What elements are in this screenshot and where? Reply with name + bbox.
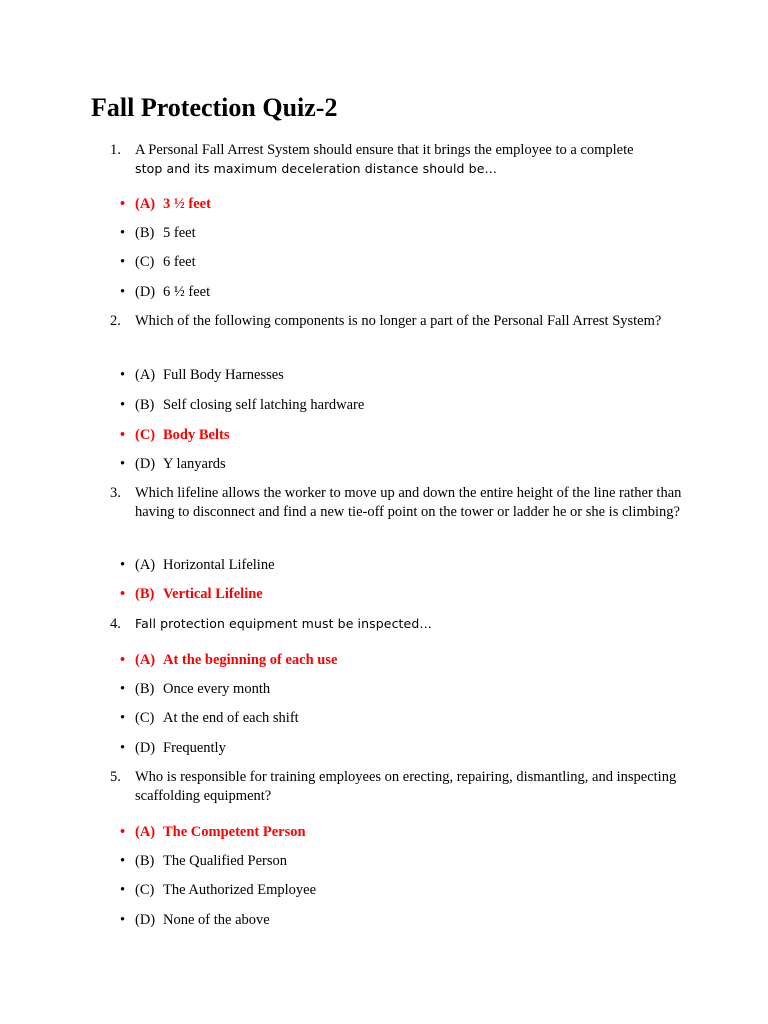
option-text: Self closing self latching hardware: [163, 397, 365, 413]
option-letter: (B): [135, 586, 155, 602]
question-number: 2.: [110, 313, 121, 329]
option-letter: (B): [135, 397, 155, 413]
option-text: The Authorized Employee: [163, 882, 317, 898]
q2-option-b: [120, 396, 364, 414]
q1-option-d: [120, 283, 210, 301]
option-text: None of the above: [163, 912, 270, 928]
question-number: 5.: [110, 769, 121, 785]
bullet-icon: •: [120, 681, 126, 697]
question-3: [110, 484, 690, 521]
option-text: Y lanyards: [163, 456, 226, 472]
question-text: Which of the following components is no longer a part of the Personal Fall Arrest System?: [135, 313, 662, 329]
bullet-icon: •: [120, 427, 126, 443]
bullet-icon: •: [120, 853, 126, 869]
q2-option-a: [120, 366, 284, 384]
option-letter: (D): [135, 912, 156, 928]
q5-option-c: [120, 881, 316, 899]
option-text: 3 ½ feet: [163, 196, 211, 212]
option-text: Full Body Harnesses: [163, 367, 284, 383]
q1-option-b: [120, 224, 196, 242]
q1-option-c: [120, 253, 196, 271]
option-text: 6 feet: [163, 254, 196, 270]
question-2: [110, 312, 690, 331]
option-text: 5 feet: [163, 225, 196, 241]
option-text: 6 ½ feet: [163, 284, 211, 300]
q4-option-a: [120, 651, 337, 669]
question-1: [110, 141, 690, 178]
option-letter: (A): [135, 557, 156, 573]
option-letter: (B): [135, 681, 155, 697]
option-letter: (B): [135, 225, 155, 241]
option-text: Frequently: [163, 740, 226, 756]
question-text: Which lifeline allows the worker to move up and down the entire height of the line rather than having to disconnect and find a new tie-off point on the tower or ladder he or she is climbing?: [135, 485, 682, 520]
page-title: Fall Protection Quiz-2: [91, 93, 338, 122]
option-text: The Competent Person: [163, 824, 306, 840]
bullet-icon: •: [120, 882, 126, 898]
question-number: 1.: [110, 142, 121, 158]
option-text: At the end of each shift: [163, 710, 299, 726]
bullet-icon: •: [120, 824, 126, 840]
bullet-icon: •: [120, 456, 126, 472]
question-number: 4.: [110, 616, 121, 632]
question-number: 3.: [110, 485, 121, 501]
bullet-icon: •: [120, 652, 126, 668]
bullet-icon: •: [120, 196, 126, 212]
option-letter: (C): [135, 427, 156, 443]
question-5: [110, 768, 690, 805]
question-text: [135, 141, 690, 178]
option-letter: (B): [135, 853, 155, 869]
option-text: Vertical Lifeline: [163, 586, 263, 602]
option-text: Horizontal Lifeline: [163, 557, 275, 573]
question-text: Fall protection equipment must be inspected…: [135, 616, 432, 631]
bullet-icon: •: [120, 254, 126, 270]
bullet-icon: •: [120, 397, 126, 413]
bullet-icon: •: [120, 710, 126, 726]
option-letter: (A): [135, 824, 156, 840]
option-letter: (D): [135, 740, 156, 756]
q5-option-b: [120, 852, 287, 870]
bullet-icon: •: [120, 225, 126, 241]
bullet-icon: •: [120, 367, 126, 383]
option-letter: (C): [135, 710, 155, 726]
q5-option-d: [120, 911, 270, 929]
option-letter: (C): [135, 882, 155, 898]
q4-option-c: [120, 709, 299, 727]
q4-option-d: [120, 739, 226, 757]
q3-option-b: [120, 585, 263, 603]
bullet-icon: •: [120, 284, 126, 300]
option-text: At the beginning of each use: [163, 652, 338, 668]
q5-option-a: [120, 823, 306, 841]
question-text-line-1: A Personal Fall Arrest System should ensure that it brings the employee to a complete: [135, 142, 634, 158]
q3-option-a: [120, 556, 275, 574]
option-letter: (C): [135, 254, 155, 270]
q1-option-a: [120, 195, 211, 213]
option-letter: (A): [135, 367, 156, 383]
bullet-icon: •: [120, 586, 126, 602]
q2-option-c: [120, 426, 229, 444]
option-text: Once every month: [163, 681, 271, 697]
bullet-icon: •: [120, 557, 126, 573]
q4-option-b: [120, 680, 270, 698]
bullet-icon: •: [120, 740, 126, 756]
question-text-line-2: stop and its maximum deceleration distance should be…: [135, 160, 498, 176]
option-text: The Qualified Person: [163, 853, 288, 869]
option-letter: (D): [135, 284, 156, 300]
option-text: Body Belts: [163, 427, 230, 443]
option-letter: (D): [135, 456, 156, 472]
question-4: [110, 615, 690, 634]
question-text: Who is responsible for training employees on erecting, repairing, dismantling, and inspecting scaffolding equipment?: [135, 769, 677, 804]
option-letter: (A): [135, 652, 156, 668]
bullet-icon: •: [120, 912, 126, 928]
option-letter: (A): [135, 196, 156, 212]
q2-option-d: [120, 455, 226, 473]
